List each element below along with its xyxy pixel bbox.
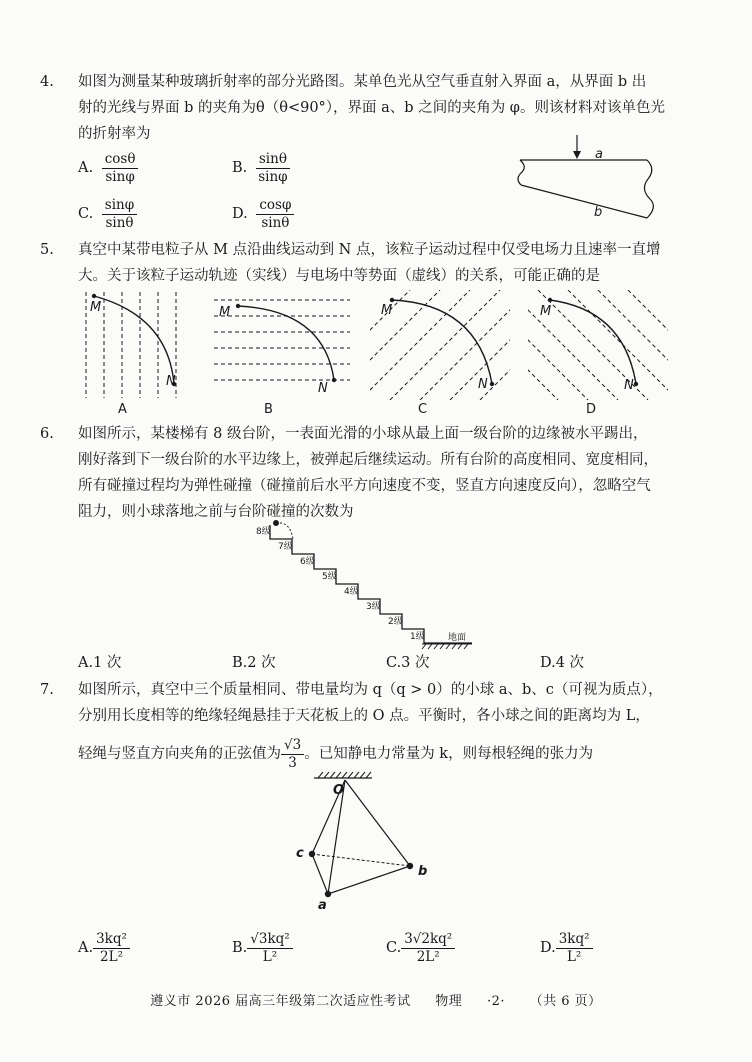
question-6-text-line-4: 阻力，则小球落地之前与台阶碰撞的次数为 — [78, 504, 354, 520]
question-4-text-line-3: 的折射率为 — [78, 126, 151, 142]
question-4-option-d[interactable]: D. $\frac{\cos\varphi}{\sin\theta}$ — [232, 194, 294, 234]
question-4-option-b[interactable]: B. $\frac{\sin\theta}{\sin\varphi}$ — [232, 148, 290, 188]
question-7-number: 7. — [40, 682, 54, 698]
footer-total-pages: （共 6 页） — [529, 994, 602, 1009]
footer-subject: 物理 — [435, 994, 463, 1009]
prism-label-b: b — [594, 205, 603, 220]
step-label-1: 1级 — [410, 632, 425, 642]
question-6-text-line-1: 如图所示，某楼梯有 8 级台阶，一表面光滑的小球从最上面一级台阶的边缘被水平踢出， — [78, 426, 648, 442]
question-6-option-b[interactable]: B.2 次 — [232, 655, 276, 671]
question-7-option-b[interactable]: B. $\frac{\text{√3kq²}}{\text{L²}}$ — [232, 926, 293, 970]
question-6-option-a[interactable]: A.1 次 — [78, 655, 122, 671]
step-label-5: 5级 — [322, 572, 337, 582]
option-a-fraction: $\frac{\cos\theta}{\sin\varphi}$ — [102, 152, 139, 185]
q7-option-c-fraction: $\frac{\text{3√2kq²}}{\text{2L²}}$ — [401, 932, 455, 965]
step-label-7: 7级 — [278, 542, 293, 552]
q5-panel-b-n: N — [318, 381, 328, 396]
question-7-option-d[interactable]: D. $\frac{\text{3kq²}}{\text{L²}}$ — [540, 926, 593, 970]
q5-panel-b[interactable] — [212, 290, 352, 400]
step-label-4: 4级 — [344, 587, 359, 597]
q7-option-b-fraction: $\frac{\text{√3kq²}}{\text{L²}}$ — [247, 932, 292, 965]
q5-panel-a-n: N — [166, 374, 176, 389]
q5-panel-b-label: B — [264, 402, 273, 417]
pendulum-label-o: O — [333, 783, 345, 798]
footer-exam-title: 遵义市 2026 届高三年级第二次适应性考试 — [150, 994, 411, 1009]
prism-label-a: a — [595, 147, 603, 162]
q5-panel-a-label: A — [118, 402, 127, 417]
step-label-3: 3级 — [366, 602, 381, 612]
pendulum-diagram — [290, 770, 440, 910]
step-label-6: 6级 — [300, 557, 315, 567]
option-d-fraction: $\frac{\cos\varphi}{\sin\theta}$ — [256, 198, 294, 231]
question-5-text-line-1: 真空中某带电粒子从 M 点沿曲线运动到 N 点，该粒子运动过程中仅受电场力且速率一直增 — [78, 242, 661, 258]
page-footer — [0, 990, 752, 1009]
question-5-number: 5. — [40, 242, 54, 258]
q5-panel-d-m: M — [540, 304, 552, 319]
step-label-2: 2级 — [388, 617, 403, 627]
question-6-text-line-2: 刚好落到下一级台阶的水平边缘上，被弹起后继续运动。所有台阶的高度相同、宽度相同， — [78, 452, 658, 468]
q5-panel-c-n: N — [478, 377, 488, 392]
pendulum-label-c: c — [296, 846, 304, 861]
question-4-text-line-1: 如图为测量某种玻璃折射率的部分光路图。某单色光从空气垂直射入界面 a，从界面 b 出 — [78, 74, 647, 90]
question-4-option-c[interactable]: C. $\frac{\sin\varphi}{\sin\theta}$ — [78, 194, 137, 234]
question-5-text-line-2: 大。关于该粒子运动轨迹（实线）与电场中等势面（虚线）的关系，可能正确的是 — [78, 268, 600, 284]
sine-fraction: $\frac{√3}{3}$ — [281, 738, 304, 771]
step-label-8: 8级 — [256, 527, 271, 537]
q5-panel-b-m: M — [219, 305, 231, 320]
pendulum-label-a: a — [318, 898, 327, 913]
option-b-fraction: $\frac{\sin\theta}{\sin\varphi}$ — [256, 152, 290, 185]
question-6-number: 6. — [40, 426, 54, 442]
pendulum-label-b: b — [418, 864, 428, 879]
q5-panel-c-m: M — [381, 303, 393, 318]
ground-label: 地面 — [448, 633, 467, 643]
question-4-text-line-2: 射的光线与界面 b 的夹角为θ（θ<90°），界面 a、b 之间的夹角为 φ。则该材料对该单色光 — [78, 100, 665, 116]
prism-diagram — [512, 135, 662, 225]
q7-option-a-fraction: $\frac{\text{3kq²}}{\text{2L²}}$ — [93, 932, 130, 965]
q5-panel-a-m: M — [90, 300, 102, 315]
staircase-diagram — [250, 515, 480, 650]
question-4-option-a[interactable]: A. $\frac{\cos\theta}{\sin\varphi}$ — [78, 148, 138, 188]
question-6-text-line-3: 所有碰撞过程均为弹性碰撞（碰撞前后水平方向速度不变，竖直方向速度反向），忽略空气 — [78, 478, 651, 494]
question-7-option-a[interactable]: A. $\frac{\text{3kq²}}{\text{2L²}}$ — [78, 926, 130, 970]
q7-option-d-fraction: $\frac{\text{3kq²}}{\text{L²}}$ — [556, 932, 593, 965]
question-4-number: 4. — [40, 74, 54, 90]
footer-page-number: ·2· — [486, 994, 505, 1009]
question-7-option-c[interactable]: C. $\frac{\text{3√2kq²}}{\text{2L²}}$ — [386, 926, 455, 970]
question-7-text-line-1: 如图所示，真空中三个质量相同、带电量均为 q（q > 0）的小球 a、b、c（可视为质点）， — [78, 682, 663, 698]
question-6-option-d[interactable]: D.4 次 — [540, 655, 585, 671]
question-7-text-line-2: 分别用长度相等的绝缘轻绳悬挂于天花板上的 O 点。平衡时，各小球之间的距离均为 L， — [78, 708, 650, 724]
question-6-option-c[interactable]: C.3 次 — [386, 655, 430, 671]
q5-panel-c-label: C — [418, 402, 428, 417]
q5-panel-d-n: N — [624, 378, 634, 393]
question-7-text-line-3: 轻绳与竖直方向夹角的正弦值为 $\frac{√3}{3}$ 。已知静电力常量为 k，则每根轻绳的张力为 — [78, 736, 594, 771]
q5-panel-d-label: D — [586, 402, 597, 417]
option-c-fraction: $\frac{\sin\varphi}{\sin\theta}$ — [102, 198, 137, 231]
